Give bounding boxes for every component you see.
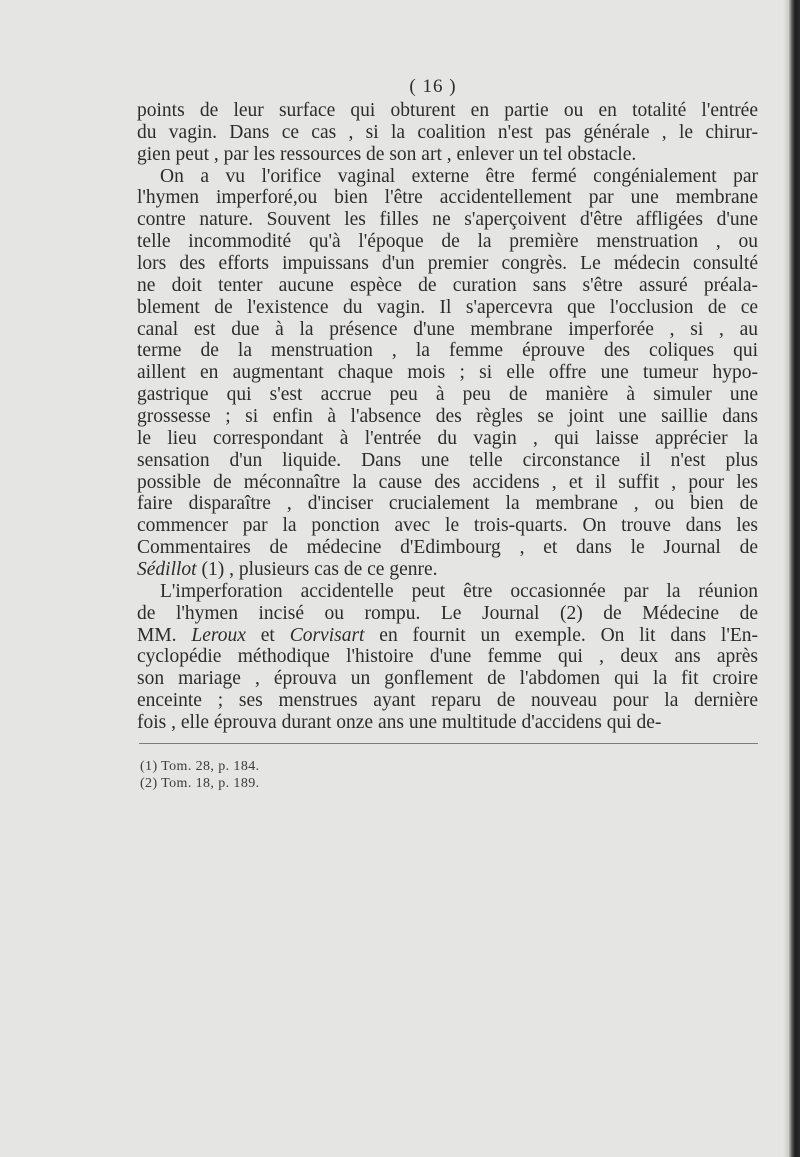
footnote-separator — [139, 743, 758, 744]
author-name-italic: Corvisart — [289, 624, 365, 646]
text-line: L'imperforation accidentelle peut être occasionnée par la réunion — [160, 580, 758, 602]
text-line: sensation d'un liquide. Dans une telle circonstance il n'est plus — [137, 449, 758, 471]
text-line: gien peut , par les ressources de son art , enlever un tel obstacle. — [137, 143, 637, 165]
text-line: aillent en augmentant chaque mois ; si elle offre une tumeur hypo- — [137, 362, 758, 384]
body-text — [137, 100, 758, 734]
text-line: lors des efforts impuissans d'un premier congrès. Le médecin consulté — [137, 253, 758, 275]
text-line: cyclopédie méthodique l'histoire d'une femme qui , deux ans après — [137, 646, 758, 668]
text-line: enceinte ; ses menstrues ayant reparu de nouveau pour la dernière — [137, 690, 758, 712]
line-text: en fournit un exemple. On lit dans l'En- — [364, 624, 758, 646]
author-name-italic: Sédillot — [137, 559, 197, 581]
text-line: le lieu correspondant à l'entrée du vagin , qui laisse apprécier la — [137, 427, 758, 449]
text-line — [137, 625, 758, 647]
scan-edge — [789, 0, 800, 1157]
text-line: Commentaires de médecine d'Edimbourg , et dans le Journal de — [137, 537, 758, 559]
footnotes — [140, 758, 540, 792]
text-line: terme de la menstruation , la femme éprouve des coliques qui — [137, 340, 758, 362]
text-line: son mariage , éprouva un gonflement de l'abdomen qui la fit croire — [137, 668, 758, 690]
footnote: (1) Tom. 28, p. 184. — [140, 759, 260, 774]
text-line: commencer par la ponction avec le trois-quarts. On trouve dans les — [137, 515, 758, 537]
text-line: du vagin. Dans ce cas , si la coalition n'est pas générale , le chirur- — [137, 121, 758, 143]
line-text: (1) , plusieurs cas de ce genre. — [196, 559, 438, 581]
line-text: MM. — [137, 624, 192, 646]
text-line: l'hymen imperforé,ou bien l'être accidentellement par une membrane — [137, 187, 758, 209]
text-line: ne doit tenter aucune espèce de curation sans s'être assuré préala- — [137, 274, 758, 296]
line-text: et — [245, 624, 290, 646]
text-line: blement de l'existence du vagin. Il s'apercevra que l'occlusion de ce — [137, 296, 758, 318]
page-number: ( 16 ) — [409, 76, 457, 97]
text-line: gastrique qui s'est accrue peu à peu de manière à simuler une — [137, 384, 758, 406]
text-line: grossesse ; si enfin à l'absence des règles se joint une saillie dans — [137, 406, 758, 428]
text-line: canal est due à la présence d'une membrane imperforée , si , au — [137, 318, 758, 340]
author-name-italic: Leroux — [191, 624, 246, 646]
text-line: possible de méconnaître la cause des accidens , et il suffit , pour les — [137, 471, 758, 493]
text-line: faire disparaître , d'inciser crucialement la membrane , ou bien de — [137, 493, 758, 515]
text-line: telle incommodité qu'à l'époque de la première menstruation , ou — [137, 231, 758, 253]
footnote: (2) Tom. 18, p. 189. — [140, 776, 260, 791]
text-line — [137, 559, 758, 581]
text-line: points de leur surface qui obturent en partie ou en totalité l'entrée — [137, 100, 758, 121]
text-line: de l'hymen incisé ou rompu. Le Journal (2) de Médecine de — [137, 602, 758, 624]
text-line: contre nature. Souvent les filles ne s'aperçoivent d'être affligées d'une — [137, 209, 758, 231]
text-line: On a vu l'orifice vaginal externe être fermé congénialement par — [160, 165, 758, 187]
text-line: fois , elle éprouva durant onze ans une multitude d'accidens qui de- — [137, 712, 662, 734]
